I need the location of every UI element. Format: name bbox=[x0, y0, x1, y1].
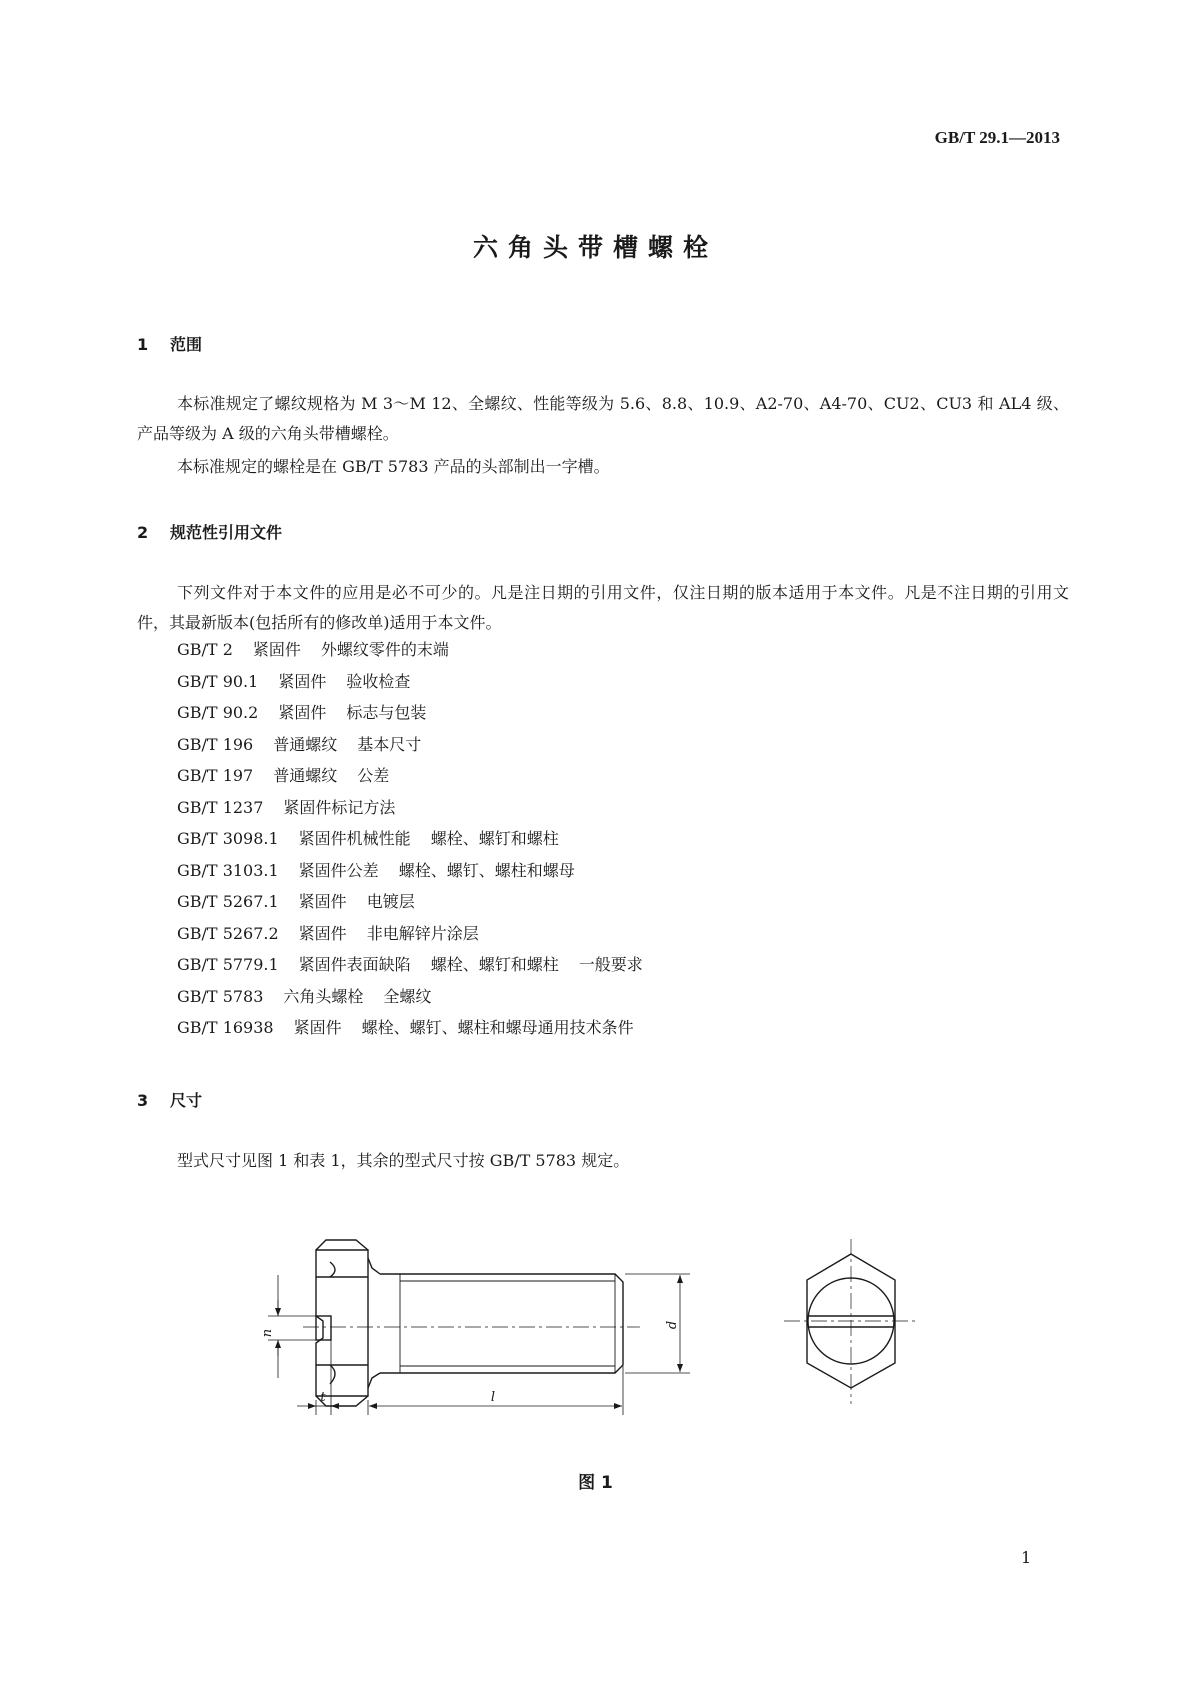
section-number: 1 bbox=[137, 335, 149, 354]
section-1-paragraph-2: 本标准规定的螺栓是在 GB/T 5783 产品的头部制出一字槽。 bbox=[177, 457, 610, 476]
reference-title-part: 紧固件 bbox=[298, 923, 347, 943]
reference-title-part: 紧固件公差 bbox=[298, 860, 379, 880]
dimension-label-d: d bbox=[665, 1320, 680, 1330]
bolt-head-outline bbox=[316, 1250, 368, 1396]
section-number: 2 bbox=[137, 523, 149, 542]
reference-title-part: 外螺纹零件的末端 bbox=[320, 640, 449, 659]
reference-code: GB/T 5783 bbox=[177, 986, 264, 1006]
reference-title-part: 螺栓、螺钉和螺柱 bbox=[430, 955, 559, 974]
dimension-label-t: t bbox=[320, 1390, 326, 1405]
reference-code: GB/T 90.2 bbox=[177, 703, 259, 722]
bolt-underhead-fillet bbox=[368, 1258, 380, 1388]
reference-title-part: 验收检查 bbox=[346, 671, 411, 691]
end-view-center-line bbox=[784, 1239, 918, 1404]
reference-code: GB/T 90.1 bbox=[177, 671, 259, 691]
reference-title-part: 紧固件机械性能 bbox=[298, 829, 411, 848]
thread-line bbox=[400, 1274, 615, 1373]
reference-title-part: 紧固件 bbox=[278, 671, 327, 691]
reference-code: GB/T 3098.1 bbox=[177, 829, 279, 848]
reference-title-part: 公差 bbox=[357, 766, 390, 785]
reference-code: GB/T 3103.1 bbox=[177, 860, 279, 880]
reference-code: GB/T 5267.1 bbox=[177, 892, 279, 911]
section-3-paragraph: 型式尺寸见图 1 和表 1，其余的型式尺寸按 GB/T 5783 规定。 bbox=[177, 1151, 630, 1170]
reference-title-part: 普通螺纹 bbox=[273, 766, 338, 785]
page-title: 六角头带槽螺栓 bbox=[472, 233, 718, 262]
reference-title-part: 紧固件标记方法 bbox=[283, 797, 396, 817]
reference-title-part: 全螺纹 bbox=[383, 986, 432, 1006]
reference-title-part: 螺栓、螺钉、螺柱和螺母通用技术条件 bbox=[361, 1018, 634, 1037]
reference-code: GB/T 196 bbox=[177, 734, 254, 754]
section-number: 3 bbox=[137, 1091, 149, 1110]
reference-title-part: 普通螺纹 bbox=[273, 734, 338, 754]
reference-code: GB/T 2 bbox=[177, 640, 233, 659]
bolt-head-chamfer bbox=[316, 1240, 368, 1250]
section-1-paragraph-1: 本标准规定了螺纹规格为 M 3～M 12、全螺纹、性能等级为 5.6、8.8、10.9、A2-70、A4-70、CU2、CU3 和 AL4 级、产品等级为 A 级的六角头带槽螺栓。 bbox=[137, 394, 1069, 443]
reference-code: GB/T 1237 bbox=[177, 797, 264, 817]
dimension-extension-lines bbox=[316, 1340, 623, 1415]
bolt-head-facet-line bbox=[316, 1277, 368, 1365]
section-title: 尺寸 bbox=[170, 1091, 203, 1110]
dimension-label-l: l bbox=[490, 1390, 496, 1405]
bolt-shank bbox=[380, 1274, 623, 1373]
page-number: 1 bbox=[1021, 1548, 1032, 1567]
figure-caption: 图 1 bbox=[578, 1473, 613, 1493]
dimension-n-lines bbox=[268, 1275, 316, 1378]
section-title: 范围 bbox=[170, 335, 203, 354]
reference-title-part: 六角头螺栓 bbox=[283, 986, 364, 1006]
document-code: GB/T 29.1—2013 bbox=[934, 128, 1060, 147]
reference-title-part: 一般要求 bbox=[578, 955, 643, 974]
reference-title-part: 紧固件 bbox=[298, 892, 347, 911]
reference-code: GB/T 5267.2 bbox=[177, 923, 279, 943]
reference-title-part: 紧固件 bbox=[293, 1018, 342, 1037]
section-title: 规范性引用文件 bbox=[170, 523, 283, 542]
reference-title-part: 螺栓、螺钉和螺柱 bbox=[430, 829, 559, 848]
reference-title-part: 基本尺寸 bbox=[357, 734, 422, 754]
dimension-label-n: n bbox=[260, 1328, 275, 1338]
reference-code: GB/T 197 bbox=[177, 766, 254, 785]
section-2-paragraph: 下列文件对于本文件的应用是必不可少的。凡是注日期的引用文件，仅注日期的版本适用于本文件。凡是不注日期的引用文件，其最新版本(包括所有的修改单)适用于本文件。 bbox=[137, 583, 1069, 632]
reference-code: GB/T 5779.1 bbox=[177, 955, 279, 974]
reference-title-part: 螺栓、螺钉、螺柱和螺母 bbox=[398, 860, 575, 880]
reference-title-part: 电镀层 bbox=[366, 892, 415, 911]
reference-title-part: 紧固件 bbox=[252, 640, 301, 659]
reference-title-part: 紧固件 bbox=[278, 703, 327, 722]
reference-code: GB/T 16938 bbox=[177, 1018, 274, 1037]
reference-title-part: 紧固件表面缺陷 bbox=[298, 955, 411, 974]
reference-title-part: 非电解锌片涂层 bbox=[366, 923, 479, 943]
reference-title-part: 标志与包装 bbox=[346, 703, 427, 722]
